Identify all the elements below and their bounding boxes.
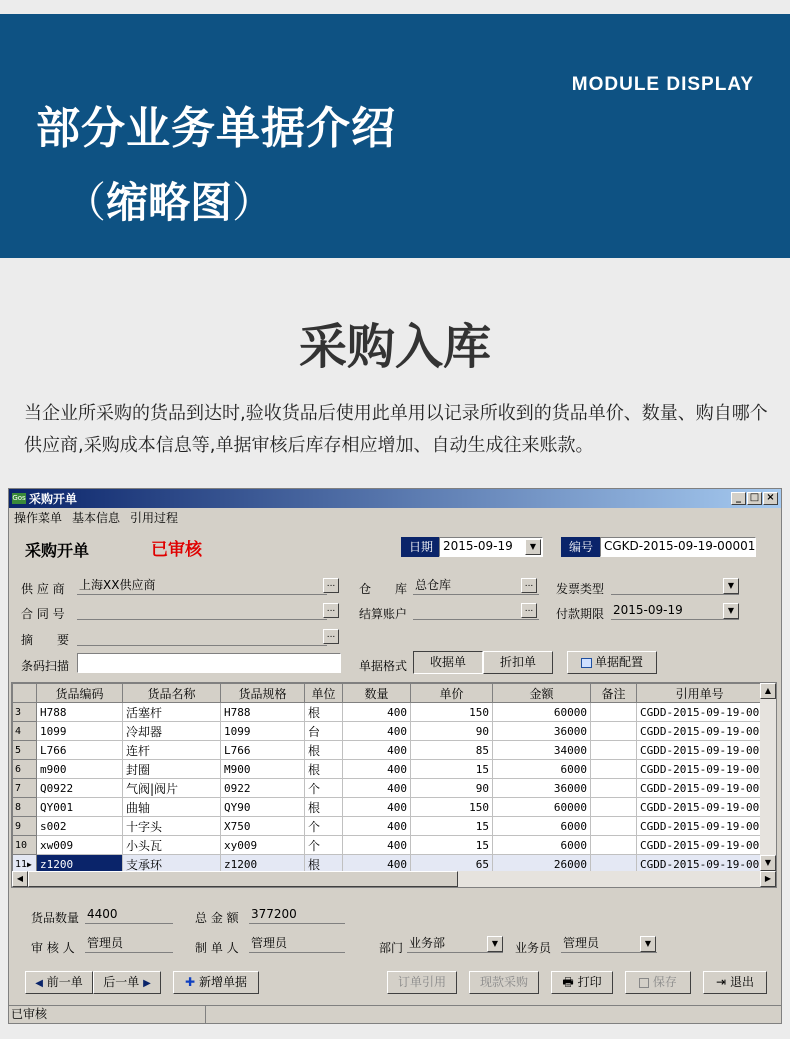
- item-amount[interactable]: 60000: [493, 798, 591, 817]
- print-button[interactable]: [551, 971, 613, 994]
- item-price[interactable]: 90: [411, 722, 493, 741]
- item-ref[interactable]: CGDD-2015-09-19-00: [637, 855, 763, 874]
- item-qty[interactable]: 400: [343, 836, 411, 855]
- header-spec[interactable]: 货品规格: [221, 684, 305, 703]
- date-label: 日期: [401, 537, 441, 557]
- item-ref[interactable]: CGDD-2015-09-19-00: [637, 741, 763, 760]
- item-price[interactable]: 15: [411, 836, 493, 855]
- warehouse-lookup-button[interactable]: ...: [521, 578, 537, 593]
- right-arrow-icon: ▶: [143, 978, 151, 989]
- status-bar-text: 已审核: [11, 1007, 48, 1021]
- item-amount[interactable]: 60000: [493, 703, 591, 722]
- item-code[interactable]: H788: [37, 703, 123, 722]
- menu-operations[interactable]: 操作菜单: [14, 511, 63, 525]
- status-bar-panel: [205, 1006, 765, 1023]
- item-remark[interactable]: [591, 722, 637, 741]
- amount-total-value: 377200: [251, 907, 297, 921]
- exit-button[interactable]: [703, 971, 767, 994]
- row-number: 7: [13, 779, 37, 798]
- save-button[interactable]: [625, 971, 691, 994]
- account-lookup-button[interactable]: ...: [521, 603, 537, 618]
- clerk-dropdown[interactable]: ▼: [640, 936, 656, 952]
- qty-total-label: 货品数量: [31, 911, 80, 925]
- item-amount[interactable]: 36000: [493, 779, 591, 798]
- window-title: 采购开单: [29, 492, 78, 506]
- item-spec[interactable]: 0922: [221, 779, 305, 798]
- grid-vertical-scrollbar[interactable]: [760, 683, 776, 871]
- payment-date-label: 付款期限: [556, 607, 605, 621]
- header-name[interactable]: 货品名称: [123, 684, 221, 703]
- subtitle-text: 缩略图: [106, 178, 233, 227]
- row-number: 8: [13, 798, 37, 817]
- form-title: 采购开单: [25, 541, 90, 560]
- discount-format-button[interactable]: 折扣单: [483, 651, 553, 674]
- printer-icon: 🖶: [562, 975, 574, 989]
- auditor-value: 管理员: [87, 936, 124, 950]
- clerk-value: 管理员: [563, 936, 600, 950]
- department-label: 部门: [379, 941, 404, 955]
- subtitle-open-paren: （: [64, 178, 107, 227]
- item-ref[interactable]: CGDD-2015-09-19-00: [637, 703, 763, 722]
- summary-lookup-button[interactable]: ...: [323, 629, 339, 644]
- item-unit[interactable]: 个: [305, 836, 343, 855]
- current-row-marker-icon: ▶: [27, 859, 32, 869]
- item-code[interactable]: m900: [37, 760, 123, 779]
- menu-reference[interactable]: 引用过程: [130, 511, 179, 525]
- item-code[interactable]: xw009: [37, 836, 123, 855]
- account-label: 结算账户: [359, 607, 408, 621]
- item-unit[interactable]: 根: [305, 703, 343, 722]
- item-spec[interactable]: X750: [221, 817, 305, 836]
- clerk-label: 业务员: [515, 941, 552, 955]
- qty-total-value: 4400: [87, 907, 118, 921]
- item-price[interactable]: 65: [411, 855, 493, 874]
- maker-label: 制 单 人: [195, 941, 239, 955]
- amount-total-label: 总 金 额: [195, 911, 239, 925]
- table-row[interactable]: [13, 817, 763, 836]
- item-code[interactable]: z1200: [37, 855, 123, 874]
- maker-field: [249, 935, 345, 953]
- row-number: 4: [13, 722, 37, 741]
- item-remark[interactable]: [591, 703, 637, 722]
- item-ref[interactable]: CGDD-2015-09-19-00: [637, 722, 763, 741]
- next-doc-button[interactable]: [93, 971, 161, 994]
- menu-bar: [9, 508, 781, 527]
- minimize-button[interactable]: _: [731, 492, 746, 505]
- item-unit[interactable]: 根: [305, 760, 343, 779]
- item-ref[interactable]: CGDD-2015-09-19-00: [637, 798, 763, 817]
- table-row[interactable]: [13, 760, 763, 779]
- close-button[interactable]: ×: [763, 492, 778, 505]
- item-ref[interactable]: CGDD-2015-09-19-00: [637, 836, 763, 855]
- payment-date-field[interactable]: [611, 602, 739, 620]
- prev-doc-button[interactable]: [25, 971, 93, 994]
- item-spec[interactable]: 1099: [221, 722, 305, 741]
- item-ref[interactable]: CGDD-2015-09-19-00: [637, 779, 763, 798]
- payment-date-dropdown[interactable]: ▼: [723, 603, 739, 619]
- item-qty[interactable]: 400: [343, 703, 411, 722]
- table-row[interactable]: [13, 798, 763, 817]
- section-title: 采购入库: [298, 319, 491, 375]
- new-doc-label: 新增单据: [198, 975, 247, 989]
- cash-purchase-button[interactable]: 现款采购: [469, 971, 539, 994]
- item-price[interactable]: 150: [411, 703, 493, 722]
- format-label: 单据格式: [359, 659, 408, 673]
- header-ref[interactable]: 引用单号: [637, 684, 763, 703]
- item-name[interactable]: 封圈: [123, 760, 221, 779]
- item-spec[interactable]: xy009: [221, 836, 305, 855]
- banner-subtitle: [64, 170, 274, 230]
- table-row[interactable]: [13, 779, 763, 798]
- item-spec[interactable]: L766: [221, 741, 305, 760]
- header-rownum: [13, 684, 37, 703]
- status-bar: [9, 1005, 781, 1023]
- item-remark[interactable]: [591, 760, 637, 779]
- item-qty[interactable]: 400: [343, 760, 411, 779]
- item-name[interactable]: 气阀|阀片: [123, 779, 221, 798]
- item-name[interactable]: 十字头: [123, 817, 221, 836]
- header-banner: [0, 14, 790, 258]
- qty-total-field: [85, 906, 173, 924]
- row-number: 5: [13, 741, 37, 760]
- audit-status: 已审核: [151, 540, 202, 560]
- scroll-right-icon[interactable]: ▶: [760, 871, 776, 887]
- item-qty[interactable]: 400: [343, 817, 411, 836]
- item-ref[interactable]: CGDD-2015-09-19-00: [637, 760, 763, 779]
- document-config-label: 单据配置: [594, 655, 643, 669]
- prev-doc-label: 前一单: [46, 975, 83, 989]
- header-remark[interactable]: 备注: [591, 684, 637, 703]
- item-spec[interactable]: z1200: [221, 855, 305, 874]
- section-description: 当企业所采购的货品到达时,验收货品后使用此单用以记录所收到的货品单价、数量、购自哪个供应商,采购成本信息等,单据审核后库存相应增加、自动生成往来账款。: [24, 403, 768, 456]
- supplier-field[interactable]: [77, 577, 327, 595]
- banner-title: 部分业务单据介绍: [36, 103, 396, 154]
- receipt-format-button[interactable]: 收据单: [413, 651, 483, 674]
- item-code[interactable]: L766: [37, 741, 123, 760]
- item-name[interactable]: 曲轴: [123, 798, 221, 817]
- item-remark[interactable]: [591, 779, 637, 798]
- table-row[interactable]: [13, 722, 763, 741]
- menu-basic-info[interactable]: 基本信息: [72, 511, 121, 525]
- left-arrow-icon: ◀: [35, 978, 43, 989]
- print-label: 打印: [577, 975, 602, 989]
- subtitle-close-paren: ）: [232, 178, 275, 227]
- payment-date-value: 2015-09-19: [613, 603, 683, 617]
- header-code[interactable]: 货品编码: [37, 684, 123, 703]
- item-amount[interactable]: 26000: [493, 855, 591, 874]
- row-number: 9: [13, 817, 37, 836]
- item-qty[interactable]: 400: [343, 779, 411, 798]
- table-row[interactable]: [13, 741, 763, 760]
- items-grid: [11, 682, 777, 888]
- scroll-left-icon[interactable]: ◀: [12, 871, 28, 887]
- item-name[interactable]: 支承环: [123, 855, 221, 874]
- auditor-field: [85, 935, 173, 953]
- row-number: 10: [13, 836, 37, 855]
- item-amount[interactable]: 36000: [493, 722, 591, 741]
- save-label: 保存: [652, 975, 677, 989]
- item-qty[interactable]: 400: [343, 855, 411, 874]
- item-remark[interactable]: [591, 817, 637, 836]
- scroll-down-icon[interactable]: ▼: [760, 855, 776, 871]
- item-remark[interactable]: [591, 798, 637, 817]
- item-unit[interactable]: 个: [305, 817, 343, 836]
- exit-door-icon: ⇥: [716, 975, 727, 989]
- item-amount[interactable]: 34000: [493, 741, 591, 760]
- floppy-icon: [639, 978, 649, 988]
- supplier-lookup-button[interactable]: ...: [323, 578, 339, 593]
- module-display-label: MODULE DISPLAY: [571, 74, 754, 95]
- item-qty[interactable]: 400: [343, 722, 411, 741]
- item-spec[interactable]: M900: [221, 760, 305, 779]
- table-row[interactable]: [13, 703, 763, 722]
- row-number: 3: [13, 703, 37, 722]
- summary-field[interactable]: [77, 628, 327, 646]
- document-config-button[interactable]: [567, 651, 657, 674]
- header-price[interactable]: 单价: [411, 684, 493, 703]
- header-qty[interactable]: 数量: [343, 684, 411, 703]
- item-price[interactable]: 15: [411, 817, 493, 836]
- maximize-button[interactable]: □: [747, 492, 762, 505]
- item-price[interactable]: 90: [411, 779, 493, 798]
- item-spec[interactable]: QY90: [221, 798, 305, 817]
- invoice-type-dropdown[interactable]: ▼: [723, 578, 739, 594]
- warehouse-label: 仓 库: [359, 582, 408, 596]
- calendar-icon: [581, 658, 592, 668]
- scroll-thumb[interactable]: [28, 871, 458, 887]
- table-row[interactable]: [13, 836, 763, 855]
- item-unit[interactable]: 个: [305, 779, 343, 798]
- item-remark[interactable]: [591, 741, 637, 760]
- row-number: 11▶: [13, 855, 37, 874]
- department-dropdown[interactable]: ▼: [487, 936, 503, 952]
- barcode-input[interactable]: [77, 653, 341, 673]
- invoice-type-label: 发票类型: [556, 582, 605, 596]
- invoice-type-field[interactable]: [611, 577, 739, 595]
- plus-icon: ✚: [185, 975, 196, 989]
- app-icon: Gos: [12, 494, 26, 502]
- header-unit[interactable]: 单位: [305, 684, 343, 703]
- auditor-label: 审 核 人: [31, 941, 75, 955]
- scroll-up-icon[interactable]: ▲: [760, 683, 776, 699]
- supplier-value: 上海XX供应商: [79, 578, 156, 592]
- item-price[interactable]: 15: [411, 760, 493, 779]
- contract-field[interactable]: [77, 602, 327, 620]
- item-unit[interactable]: 根: [305, 855, 343, 874]
- department-value: 业务部: [409, 936, 446, 950]
- item-code[interactable]: s002: [37, 817, 123, 836]
- amount-total-field: [249, 906, 345, 924]
- maker-value: 管理员: [251, 936, 288, 950]
- item-spec[interactable]: H788: [221, 703, 305, 722]
- item-ref[interactable]: CGDD-2015-09-19-00: [637, 817, 763, 836]
- date-value: 2015-09-19: [443, 539, 513, 553]
- item-amount[interactable]: 6000: [493, 817, 591, 836]
- order-reference-button[interactable]: 订单引用: [387, 971, 457, 994]
- item-remark[interactable]: [591, 836, 637, 855]
- item-code[interactable]: 1099: [37, 722, 123, 741]
- contract-lookup-button[interactable]: ...: [323, 603, 339, 618]
- item-name[interactable]: 小头瓦: [123, 836, 221, 855]
- item-name[interactable]: 活塞杆: [123, 703, 221, 722]
- number-field[interactable]: [600, 537, 756, 557]
- item-code[interactable]: Q0922: [37, 779, 123, 798]
- item-name[interactable]: 冷却器: [123, 722, 221, 741]
- row-number: 6: [13, 760, 37, 779]
- item-price[interactable]: 85: [411, 741, 493, 760]
- supplier-label: 供 应 商: [21, 582, 65, 596]
- summary-label: 摘 要: [21, 633, 70, 647]
- new-doc-button[interactable]: [173, 971, 259, 994]
- item-code[interactable]: QY001: [37, 798, 123, 817]
- item-amount[interactable]: 6000: [493, 836, 591, 855]
- next-doc-label: 后一单: [103, 975, 140, 989]
- window-titlebar[interactable]: [9, 489, 781, 508]
- item-name[interactable]: 连杆: [123, 741, 221, 760]
- date-dropdown-button[interactable]: ▼: [525, 539, 541, 555]
- item-unit[interactable]: 根: [305, 798, 343, 817]
- item-unit[interactable]: 台: [305, 722, 343, 741]
- contract-label: 合 同 号: [21, 607, 65, 621]
- item-amount[interactable]: 6000: [493, 760, 591, 779]
- header-amount[interactable]: 金额: [493, 684, 591, 703]
- item-qty[interactable]: 400: [343, 741, 411, 760]
- exit-label: 退出: [729, 975, 754, 989]
- purchase-window: [8, 488, 782, 1024]
- barcode-label: 条码扫描: [21, 659, 70, 673]
- grid-horizontal-scrollbar[interactable]: [12, 871, 776, 887]
- item-price[interactable]: 150: [411, 798, 493, 817]
- grid-header: [13, 684, 763, 703]
- warehouse-value: 总仓库: [415, 578, 452, 592]
- item-unit[interactable]: 根: [305, 741, 343, 760]
- number-value: CGKD-2015-09-19-00001: [604, 539, 756, 553]
- item-qty[interactable]: 400: [343, 798, 411, 817]
- number-label: 编号: [561, 537, 601, 557]
